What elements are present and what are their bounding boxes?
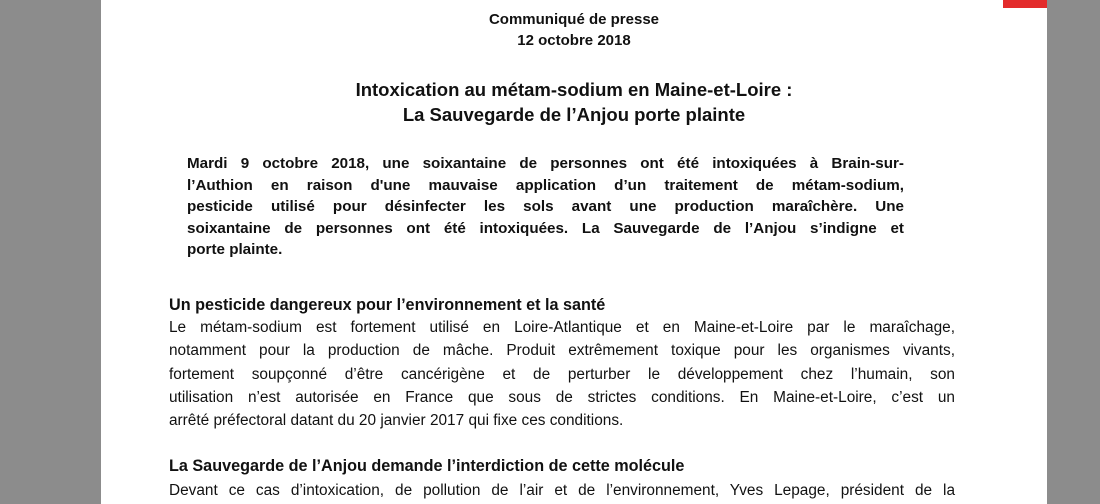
lead-line: soixantaine de personnes ont été intoxiquées. La Sauvegarde de l’Anjou s’indigne et xyxy=(187,219,904,237)
section-heading: La Sauvegarde de l’Anjou demande l’interdiction de cette molécule xyxy=(169,457,685,475)
lead-line: Mardi 9 octobre 2018, une soixantaine de personnes ont été intoxiquées à Brain-sur- xyxy=(187,155,904,172)
body-line: Le métam-sodium est fortement utilisé en Loire-Atlantique et en Maine-et-Loire par le maraîchage, xyxy=(169,319,955,336)
title-line: La Sauvegarde de l’Anjou porte plainte xyxy=(402,104,746,125)
body-line: fortement soupçonné d’être cancérigène et de perturber le développement chez l’humain, son xyxy=(169,365,955,383)
press-header xyxy=(101,9,1047,51)
lead-line: porte plainte. xyxy=(187,241,283,258)
section-body xyxy=(169,316,955,432)
document-page xyxy=(101,0,1047,504)
body-line: utilisation n’est autorisée en France que sous de strictes conditions. En Maine-et-Loire, c’est un xyxy=(169,388,955,406)
section-body xyxy=(169,479,955,502)
lead-line: l’Authion en raison d'une mauvaise application d’un traitement de métam-sodium, xyxy=(187,176,904,194)
lead-line: pesticide utilisé pour désinfecter les sols avant une production maraîchère. Une xyxy=(187,198,904,215)
logo-corner-mark xyxy=(1003,0,1047,8)
section-heading: Un pesticide dangereux pour l’environnement et la santé xyxy=(169,296,606,314)
title-line: Intoxication au métam-sodium en Maine-et-Loire : xyxy=(355,79,793,100)
body-line: notamment pour la production de mâche. Produit extrêmement toxique pour les organismes vivants, xyxy=(169,342,955,360)
body-line: Devant ce cas d’intoxication, de pollution de l’air et de l’environnement, Yves Lepage, président de la xyxy=(169,482,955,499)
doc-type-label: Communiqué de presse xyxy=(488,11,660,28)
document-title xyxy=(101,77,1047,127)
doc-date: 12 octobre 2018 xyxy=(517,32,631,49)
body-line: arrêté préfectoral datant du 20 janvier 2017 qui fixe ces conditions. xyxy=(169,412,624,430)
lead-paragraph xyxy=(187,153,904,261)
